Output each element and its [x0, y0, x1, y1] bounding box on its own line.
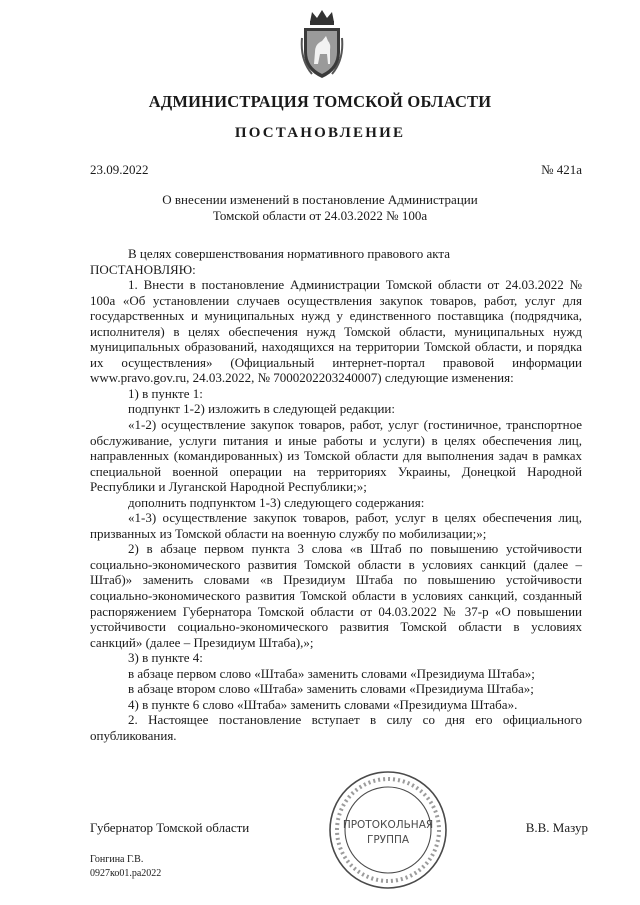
body-paragraph: 2. Настоящее постановление вступает в силу со дня его официального опубликования. — [90, 712, 582, 743]
signer-name: В.В. Мазур — [525, 820, 588, 835]
document-number: № 421а — [541, 162, 582, 177]
body-paragraph: в абзаце втором слово «Штаба» заменить словами «Президиума Штаба»; — [128, 681, 534, 697]
body-paragraph: 3) в пункте 4: — [128, 650, 203, 666]
body-paragraph: в абзаце первом слово «Штаба» заменить словами «Президиума Штаба»; — [128, 665, 535, 681]
intro-paragraph: В целях совершенствования нормативного правового акта — [128, 246, 451, 261]
subject-line-2: Томской области от 24.03.2022 № 100а — [212, 208, 428, 223]
body-paragraph: 4) в пункте 6 слово «Штаба» заменить словами «Президиума Штаба». — [128, 696, 518, 712]
body-paragraph: 1. Внести в постановление Администрации Томской области от 24.03.2022 № 100а «Об установлении случаев осуществления закупок товаров, работ, услуг для государственных и муниципальных нужд у единственного поставщика (подрядчика, исполнителя) в целях обеспечения нужд Томской области, муниципальных нужд муниципальных образований, находящихся на территории Томской области, и порядка их осуществления» (Официальный интернет-портал правовой информации www.pravo.gov.ru, 24.03.2022, № 7000202203240007) следующие изменения: — [90, 277, 582, 386]
executor-name: Гонгина Г.В. — [90, 854, 144, 865]
organization-title: АДМИНИСТРАЦИЯ ТОМСКОЙ ОБЛАСТИ — [148, 92, 492, 111]
official-stamp — [326, 768, 450, 892]
executor-block — [90, 853, 161, 881]
executor-file-code: 0927ко01.ра2022 — [90, 868, 162, 879]
decree-word: ПОСТАНОВЛЯЮ: — [90, 261, 196, 277]
body-paragraph: дополнить подпунктом 1-3) следующего содержания: — [128, 494, 425, 510]
body-paragraph: «1-3) осуществление закупок товаров, работ, услуг в целях обеспечения лиц, призванных из Томской области на военную службу по мобилизации;»; — [90, 510, 582, 541]
body-paragraph: подпункт 1-2) изложить в следующей редакции: — [128, 401, 395, 417]
body-paragraph: 1) в пункте 1: — [128, 385, 203, 401]
document-body — [90, 246, 582, 744]
document-date: 23.09.2022 — [90, 162, 149, 177]
stamp-line-1: ПРОТОКОЛЬНАЯ — [342, 819, 434, 831]
signer-position: Губернатор Томской области — [90, 820, 250, 835]
body-paragraph: 2) в абзаце первом пункта 3 слова «в Штаб по повышению устойчивости социально-экономического развития Томской области в условиях санкций (далее – Штаб)» заменить словами «в Президиум Штаба по повышению устойчивости социально-экономического развития Томской области в условиях санкций, созданный распоряжением Губернатора Томской области от 04.03.2022 № 37-р «О повышении устойчивости социально-экономического развития Томской области в условиях санкций» (далее – Президиум Штаба),»; — [90, 541, 582, 650]
body-paragraph: «1-2) осуществление закупок товаров, работ, услуг (гостиничное, транспортное обслуживание, услуги питания и иные работы и услуги) в целях обеспечения лиц, направленных (командированных) из Томской области для выполнения задач в рамках специальной военной операции на территориях Украины, Донецкой Народной Республики и Луганской Народной Республики;»; — [90, 417, 582, 495]
stamp-line-2: ГРУППА — [366, 834, 410, 846]
coat-of-arms-icon — [300, 8, 344, 84]
document-subject — [0, 192, 640, 224]
subject-line-1: О внесении изменений в постановление Администрации — [162, 192, 478, 207]
document-type: ПОСТАНОВЛЕНИЕ — [234, 125, 406, 141]
